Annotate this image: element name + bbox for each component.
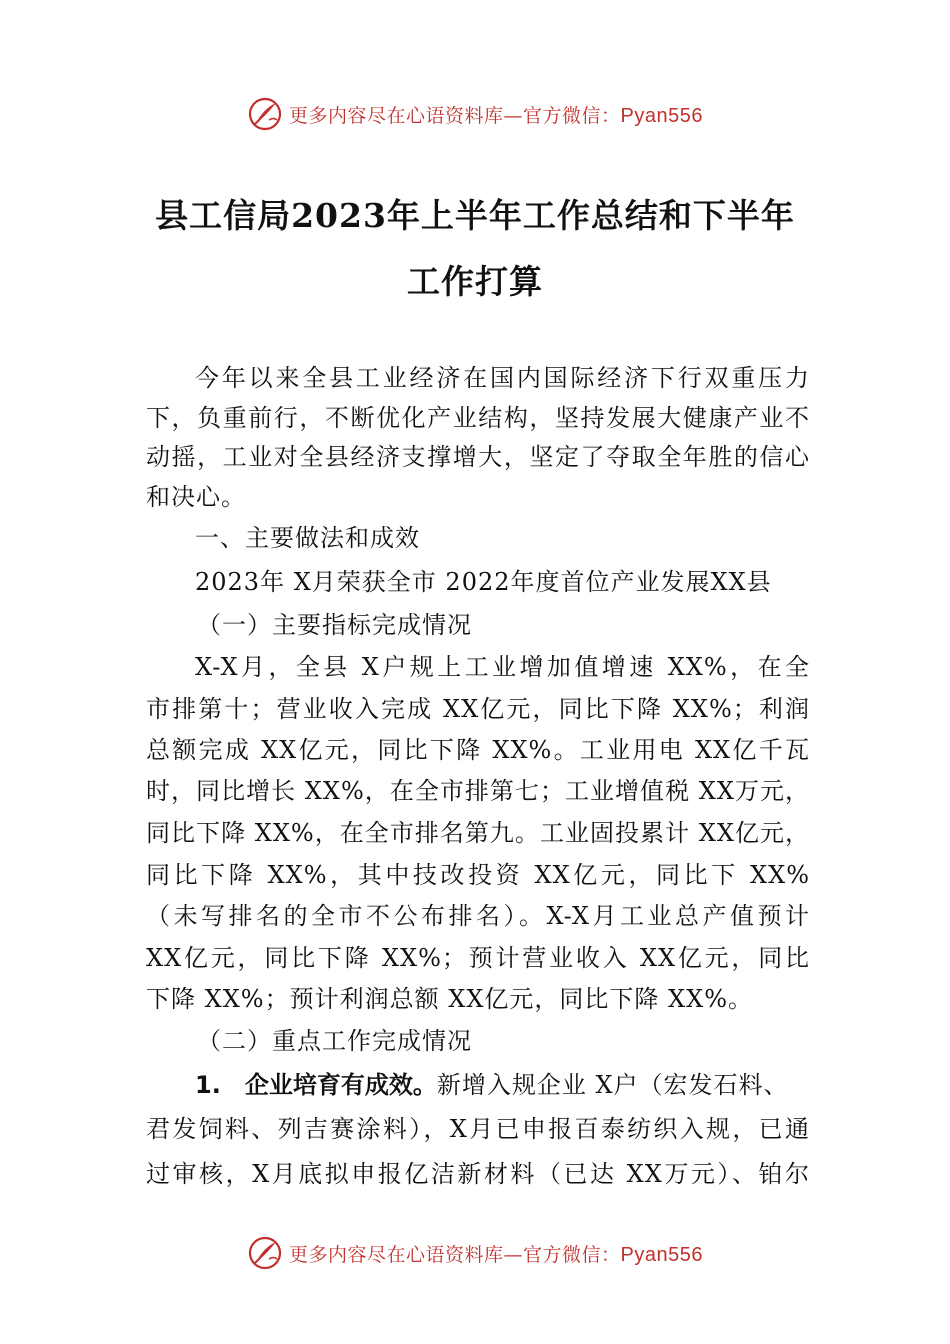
paragraph-line: 市排第十；营业收入完成 XX亿元，同比下降 XX%；利润: [146, 695, 810, 723]
paragraph-line: 2023年 X月荣获全市 2022年度首位产业发展XX县: [195, 568, 772, 596]
paragraph-line: XX亿元，同比下降 XX%；预计营业收入 XX亿元，同比: [146, 944, 810, 972]
watermark-banner-bottom: [0, 1231, 950, 1275]
paragraph-line: 时，同比增长 XX%，在全市排第七；工业增值税 XX万元，: [146, 777, 810, 805]
subsection-heading: （二）重点工作完成情况: [197, 1027, 472, 1055]
paragraph-line: 下降 XX%；预计利润总额 XX亿元，同比下降 XX%。: [146, 985, 754, 1013]
paragraph-line: 过审核，X月底拟申报亿洁新材料（已达 XX万元）、铂尔: [146, 1160, 810, 1188]
paragraph-line: 和决心。: [146, 483, 246, 511]
document-title-line1: 县工信局2023年上半年工作总结和下半年: [155, 196, 795, 235]
document-title-line2: 工作打算: [407, 262, 543, 301]
paragraph-text: 新增入规企业 X户（宏发石料、: [436, 1071, 789, 1099]
paragraph-line: 今年以来全县工业经济在国内国际经济下行双重压力: [195, 364, 810, 392]
paragraph-line: 下，负重前行，不断优化产业结构，坚持发展大健康产业不: [146, 404, 810, 432]
paragraph-line: （未写排名的全市不公布排名）。X-X月工业总产值预计: [146, 902, 810, 930]
paragraph-line: 同比下降 XX%，在全市排名第九。工业固投累计 XX亿元，: [146, 819, 810, 847]
paragraph-line: 总额完成 XX亿元，同比下降 XX%。工业用电 XX亿千瓦: [146, 736, 810, 764]
quill-logo-icon: [247, 96, 283, 132]
paragraph-line: X-X月，全县 X户规上工业增加值增速 XX%，在全: [195, 653, 810, 681]
paragraph-line: 动摇，工业对全县经济支撑增大，坚定了夺取全年胜的信心: [146, 443, 810, 471]
bold-lead: 1. 企业培育有成效。: [195, 1071, 437, 1099]
quill-logo-icon: [247, 1235, 283, 1271]
paragraph-line-with-lead: [195, 1065, 789, 1100]
paragraph-line: 同比下降 XX%，其中技改投资 XX亿元，同比下 XX%: [146, 861, 810, 889]
watermark-text: 更多内容尽在心语资料库—官方微信：Pyan556: [289, 1243, 703, 1266]
paragraph-line: 君发饲料、列吉赛涂料），X月已申报百泰纺织入规，已通: [146, 1115, 810, 1143]
section-heading: 一、主要做法和成效: [195, 524, 420, 552]
watermark-banner-top: [0, 92, 950, 136]
subsection-heading: （一）主要指标完成情况: [197, 611, 472, 639]
watermark-text: 更多内容尽在心语资料库—官方微信：Pyan556: [289, 104, 703, 127]
